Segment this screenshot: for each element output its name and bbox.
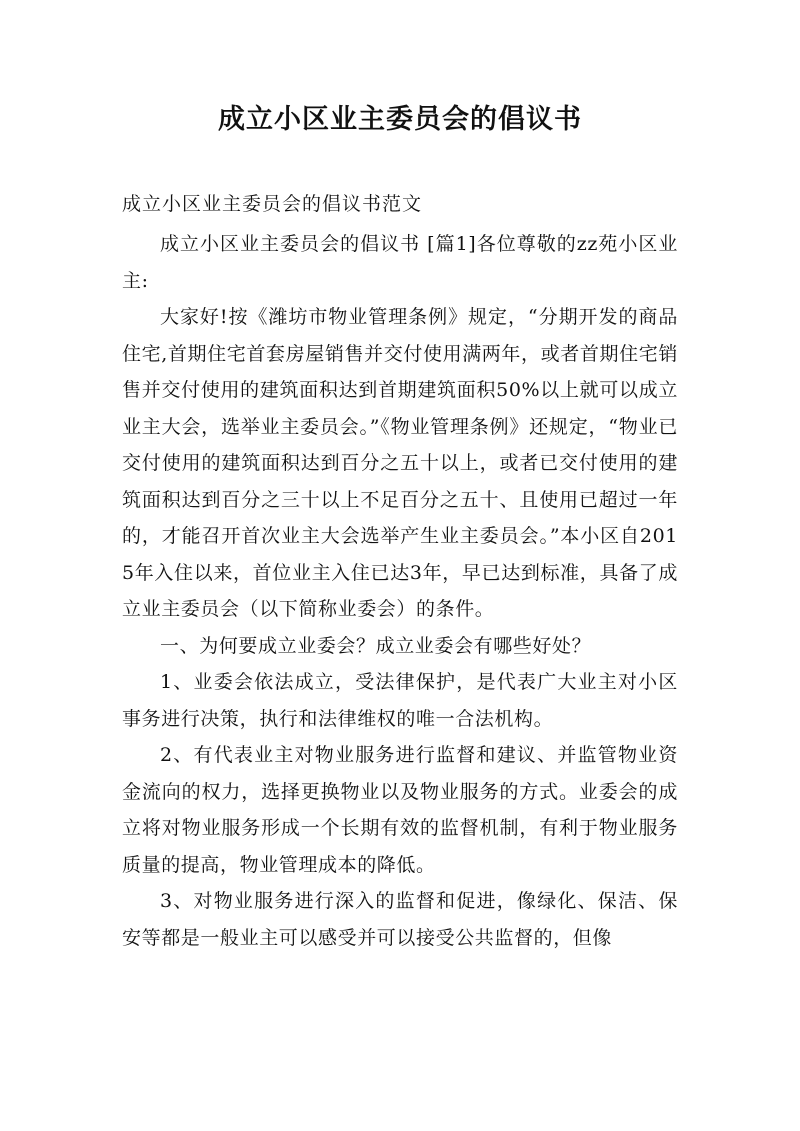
paragraph-point-3: 3、对物业服务进行深入的监督和促进，像绿化、保洁、保安等都是一般业主可以感受并可以接受公共监督的，但像	[122, 890, 678, 949]
document-body	[122, 226, 678, 956]
document-subtitle: 成立小区业主委员会的倡议书范文	[122, 193, 423, 215]
paragraph-greeting: 成立小区业主委员会的倡议书 [篇1]各位尊敬的zz苑小区业主:	[122, 233, 678, 292]
paragraph-point-1: 1、业委会依法成立，受法律保护，是代表广大业主对小区事务进行决策，执行和法律维权的唯一合法机构。	[122, 671, 678, 730]
paragraph-regulation: 大家好!按《潍坊市物业管理条例》规定，“分期开发的商品住宅,首期住宅首套房屋销售并交付使用满两年，或者首期住宅销售并交付使用的建筑面积达到首期建筑面积50%以上就可以成立业主大会，选举业主委员会。”《物业管理条例》还规定，“物业已交付使用的建筑面积达到百分之五十以上，或者已交付使用的建筑面积达到百分之三十以上不足百分之五十、且使用已超过一年的，才能召开首次业主大会选举产生业主委员会。”本小区自2015年入住以来，首位业主入住已达3年，早已达到标准，具备了成立业主委员会（以下简称业委会）的条件。	[122, 306, 678, 620]
paragraph-section-heading: 一、为何要成立业委会？成立业委会有哪些好处？	[160, 634, 592, 657]
paragraph-point-2: 2、有代表业主对物业服务进行监督和建议、并监管物业资金流向的权力，选择更换物业以及物业服务的方式。业委会的成立将对物业服务形成一个长期有效的监督机制，有利于物业服务质量的提高，物业管理成本的降低。	[122, 744, 678, 876]
document-title: 成立小区业主委员会的倡议书	[218, 104, 582, 135]
